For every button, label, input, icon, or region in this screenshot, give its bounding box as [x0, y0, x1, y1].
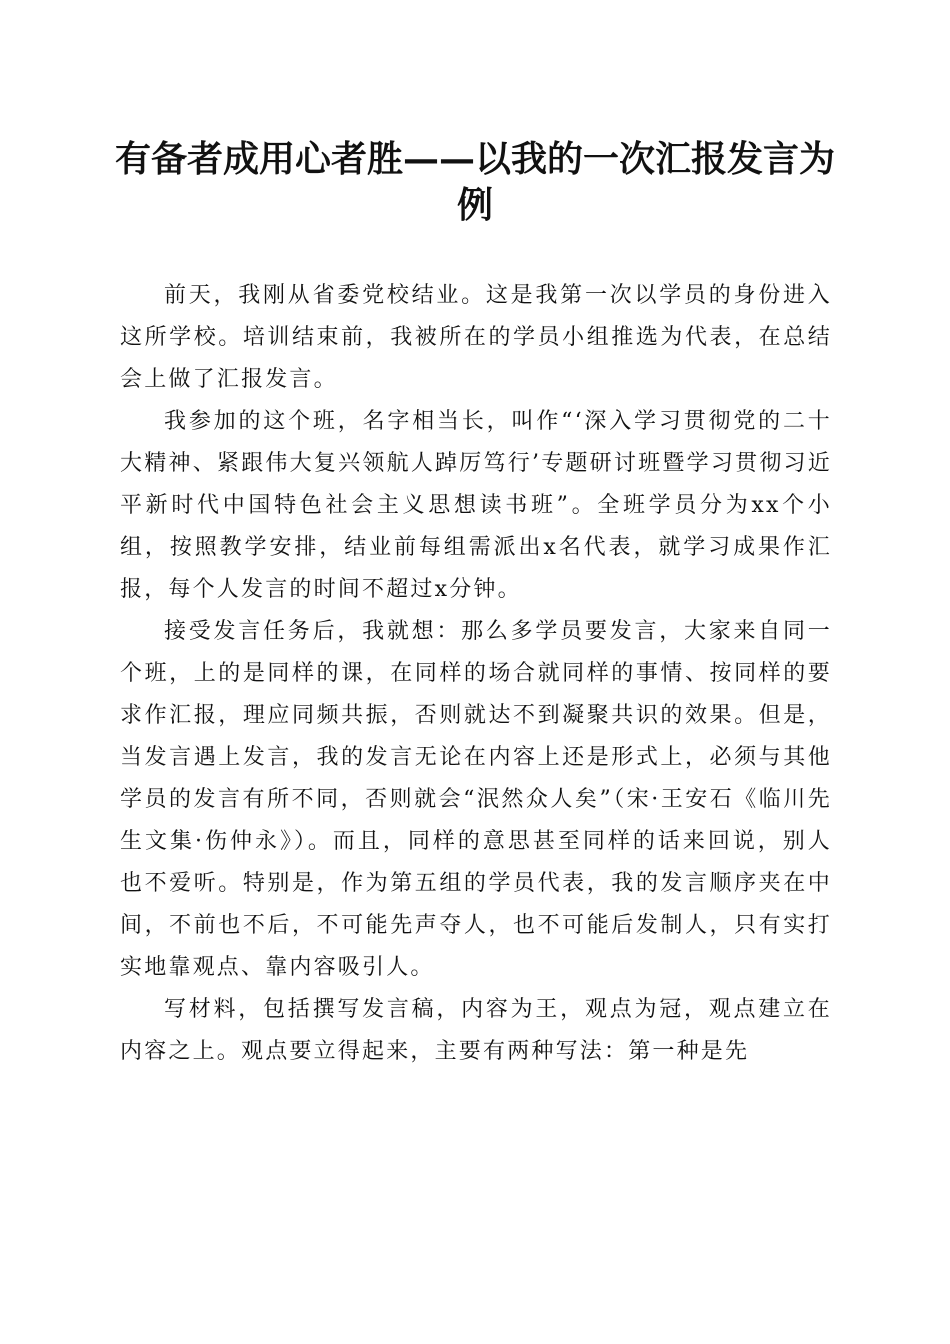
- paragraph-2: 我参加的这个班，名字相当长，叫作“‘深入学习贯彻党的二十大精神、紧跟伟大复兴领航人踔厉笃行’专题研讨班暨学习贯彻习近平新时代中国特色社会主义思想读书班”。全班学员分为xx个小组，按照教学安排，结业前每组需派出x名代表，就学习成果作汇报，每个人发言的时间不超过x分钟。: [120, 409, 832, 602]
- paragraph-1: 前天，我刚从省委党校结业。这是我第一次以学员的身份进入这所学校。培训结束前，我被所在的学员小组推选为代表，在总结会上做了汇报发言。: [120, 283, 832, 392]
- document-title: 有备者成用心者胜——以我的一次汇报发言为例: [114, 138, 835, 226]
- document-body: [120, 275, 832, 1073]
- paragraph-3: 接受发言任务后，我就想：那么多学员要发言，大家来自同一个班，上的是同样的课，在同样的场合就同样的事情、按同样的要求作汇报，理应同频共振，否则就达不到凝聚共识的效果。但是，当发言遇上发言，我的发言无论在内容上还是形式上，必须与其他学员的发言有所不同，否则就会“泯然众人矣”（宋·王安石《临川先生文集·伤仲永》）。而且，同样的意思甚至同样的话来回说，别人也不爱听。特别是，作为第五组的学员代表，我的发言顺序夹在中间，不前也不后，不可能先声夺人，也不可能后发制人，只有实打实地靠观点、靠内容吸引人。: [120, 619, 832, 980]
- paragraph-4: 写材料，包括撰写发言稿，内容为王，观点为冠，观点建立在内容之上。观点要立得起来，主要有两种写法：第一种是先: [120, 997, 832, 1064]
